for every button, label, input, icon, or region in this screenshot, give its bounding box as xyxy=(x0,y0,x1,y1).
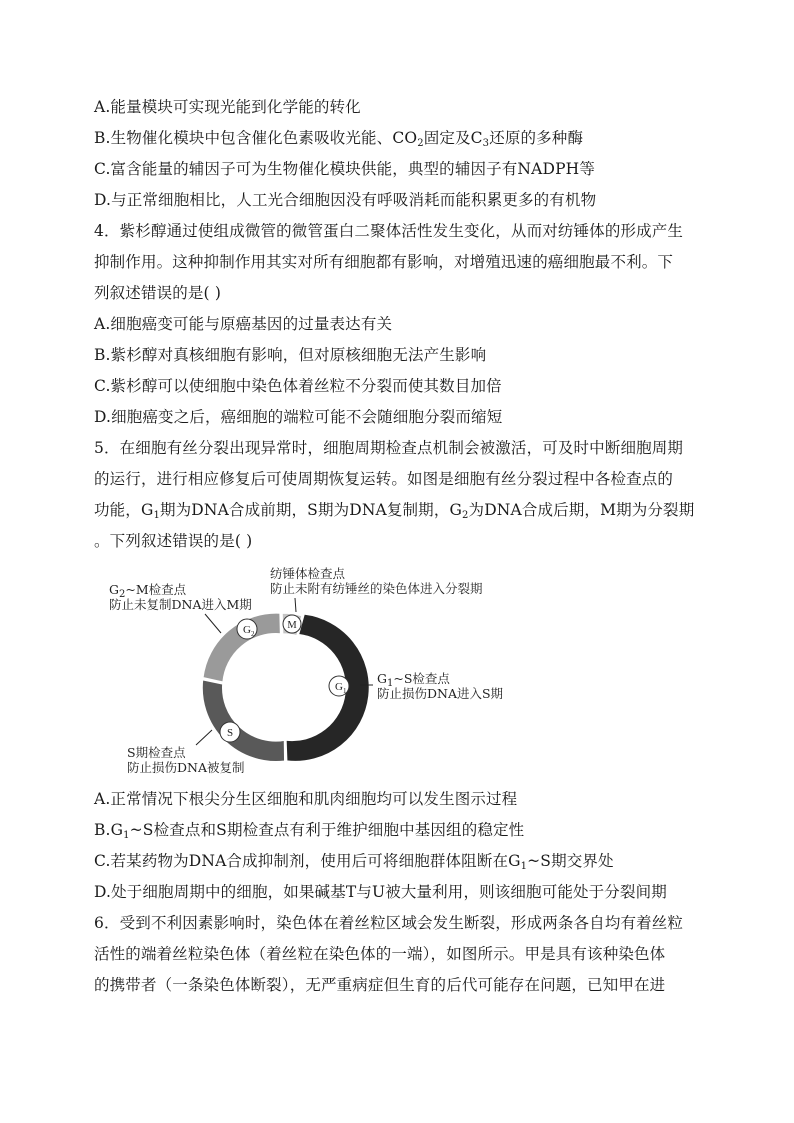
q6-stem-line-3: 的携带者（一条染色体断裂），无严重病症但生育的后代可能存在问题，已知甲在进 xyxy=(94,976,666,994)
g1s-checkpoint-desc: 防止损伤DNA进入S期 xyxy=(377,686,504,701)
q4-option-b: B.紫杉醇对真核细胞有影响，但对原核细胞无法产生影响 xyxy=(94,346,487,364)
q4-option-c: C.紫杉醇可以使细胞中染色体着丝粒不分裂而使其数目加倍 xyxy=(94,377,502,395)
svg-text:M: M xyxy=(287,620,297,631)
g2-phase-marker xyxy=(237,619,257,639)
q4-option-d: D.细胞癌变之后，癌细胞的端粒可能不会随细胞分裂而缩短 xyxy=(94,408,503,426)
q5-option-a: A.正常情况下根尖分生区细胞和肌肉细胞均可以发生图示过程 xyxy=(94,790,518,808)
q4-stem-line-2: 抑制作用。这种抑制作用其实对所有细胞都有影响，对增殖迅速的癌细胞最不利。下 xyxy=(94,253,674,271)
s-checkpoint-desc: 防止损伤DNA被复制 xyxy=(127,760,245,775)
q3-option-b: B.生物催化模块中包含催化色素吸收光能、$CO_2$固定及$C_3$还原的多种酶 xyxy=(94,129,584,149)
g1s-checkpoint-label: $G_1\sim S$检查点 xyxy=(377,671,450,689)
svg-text:S: S xyxy=(226,727,234,739)
q3-option-c: C.富含能量的辅因子可为生物催化模块供能，典型的辅因子有NADPH等 xyxy=(94,160,595,178)
s-checkpoint-pointer xyxy=(196,730,212,745)
q5-stem-line-4: 。下列叙述错误的是( ) xyxy=(94,532,253,550)
q5-option-c: C.若某药物为DNA合成抑制剂，使用后可将细胞群体阻断在$G_1\sim S$期交界处 xyxy=(94,852,614,872)
spindle-checkpoint-pointer xyxy=(295,598,296,612)
q6-stem-line-1: 6．受到不利因素影响时，染色体在着丝粒区域会发生断裂，形成两条各自均有着丝粒 xyxy=(94,914,684,932)
q4-stem-line-1: 4．紫杉醇通过使组成微管的微管蛋白二聚体活性发生变化，从而对纺锤体的形成产生 xyxy=(94,222,684,240)
g2m-checkpoint-label: $G_2\sim M$检查点 xyxy=(109,582,187,600)
g1-phase-marker xyxy=(329,676,349,696)
spindle-checkpoint-label: 纺锤体检查点 xyxy=(270,566,346,581)
q5-stem-line-1: 5．在细胞有丝分裂出现异常时，细胞周期检查点机制会被激活，可及时中断细胞周期 xyxy=(94,439,684,457)
q4-option-a: A.细胞癌变可能与原癌基因的过量表达有关 xyxy=(94,315,393,333)
s-checkpoint-label: S期检查点 xyxy=(127,745,186,760)
svg-text:G1: $G_1$ xyxy=(335,681,347,695)
q5-option-d: D.处于细胞周期中的细胞，如果碱基T与U被大量利用，则该细胞可能处于分裂间期 xyxy=(94,883,667,901)
q3-option-a: A.能量模块可实现光能到化学能的转化 xyxy=(94,98,361,116)
s-phase-marker xyxy=(220,722,240,742)
q3-option-d: D.与正常细胞相比，人工光合细胞因没有呼吸消耗而能积累更多的有机物 xyxy=(94,191,597,209)
q5-stem-line-2: 的运行，进行相应修复后可使周期恢复运转。如图是细胞有丝分裂过程中各检查点的 xyxy=(94,470,674,488)
g2m-checkpoint-desc: 防止未复制DNA进入M期 xyxy=(109,597,252,612)
spindle-checkpoint-desc: 防止未附有纺锤丝的染色体进入分裂期 xyxy=(270,581,483,596)
s-phase-segment xyxy=(202,680,285,762)
q4-stem-line-3: 列叙述错误的是( ) xyxy=(94,284,222,302)
g1-phase-segment xyxy=(286,614,370,762)
q6-stem-line-2: 活性的端着丝粒染色体（着丝粒在染色体的一端），如图所示。甲是具有该种染色体 xyxy=(94,945,666,963)
svg-text:G2: $G_2$ xyxy=(243,624,255,638)
q5-stem-line-3: 功能，$G_1$期为DNA合成前期，S期为DNA复制期，$G_2$为DNA合成后期，M期为分裂期 xyxy=(94,501,695,521)
g2m-checkpoint-pointer xyxy=(205,614,221,633)
m-phase-marker xyxy=(283,615,301,633)
q5-option-b: $B.G_1\sim S$检查点和S期检查点有利于维护细胞中基因组的稳定性 xyxy=(94,821,525,841)
